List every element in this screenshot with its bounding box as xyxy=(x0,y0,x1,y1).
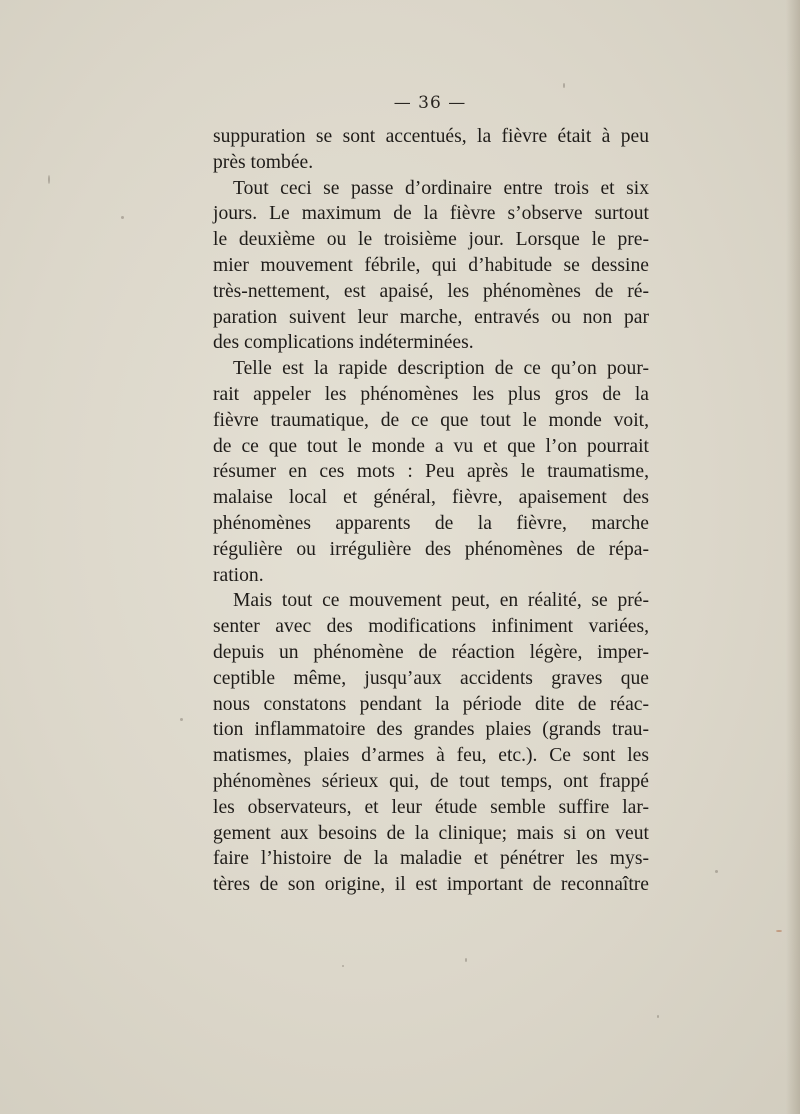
paper-speck xyxy=(715,870,718,873)
text-line: Tout ceci se passe d’ordinaire entre trois et six xyxy=(233,177,649,199)
text-line: fièvre traumatique, de ce que tout le monde voit, xyxy=(213,409,649,431)
text-line: malaise local et général, fièvre, apaisement des xyxy=(213,487,649,509)
page-spine-shadow xyxy=(786,0,800,1114)
text-line: ration. xyxy=(213,564,264,586)
text-line: matismes, plaies d’armes à feu, etc.). Ce sont les xyxy=(213,745,649,767)
paper-speck xyxy=(563,83,565,88)
paper-speck xyxy=(776,930,782,932)
text-line: jours. Le maximum de la fièvre s’observe surtout xyxy=(213,203,649,225)
text-line: nous constatons pendant la période dite de réac- xyxy=(213,693,649,715)
text-line: Mais tout ce mouvement peut, en réalité, se pré- xyxy=(233,590,649,612)
paper-speck xyxy=(180,718,183,721)
paper-speck xyxy=(657,1015,659,1018)
text-line: le deuxième ou le troisième jour. Lorsque le pre- xyxy=(213,229,649,251)
paper-speck xyxy=(48,175,50,184)
text-line: des complications indéterminées. xyxy=(213,332,474,354)
text-line: ceptible même, jusqu’aux accidents graves que xyxy=(213,667,649,689)
text-line: mier mouvement fébrile, qui d’habitude se dessine xyxy=(213,254,649,276)
text-line: tion inflammatoire des grandes plaies (grands trau- xyxy=(213,719,649,741)
paper-speck xyxy=(342,965,344,967)
text-line: rait appeler les phénomènes les plus gros de la xyxy=(213,383,649,405)
text-line: très-nettement, est apaisé, les phénomènes de ré- xyxy=(213,280,649,302)
paper-speck xyxy=(121,216,124,219)
text-line: suppuration se sont accentués, la fièvre était à peu xyxy=(213,126,649,147)
text-line: de ce que tout le monde a vu et que l’on pourrait xyxy=(213,435,649,457)
body-text xyxy=(213,124,649,898)
text-line: faire l’histoire de la maladie et pénétrer les mys- xyxy=(213,848,649,870)
paper-speck xyxy=(465,958,467,962)
text-line: les observateurs, et leur étude semble suffire lar- xyxy=(213,796,649,818)
text-line: près tombée. xyxy=(213,151,314,173)
text-line: résumer en ces mots : Peu après le traumatisme, xyxy=(213,461,649,483)
text-line: régulière ou irrégulière des phénomènes de répa- xyxy=(213,538,649,560)
text-line: tères de son origine, il est important de reconnaître xyxy=(213,874,649,896)
text-line: paration suivent leur marche, entravés ou non par xyxy=(213,306,649,328)
page-number: — 36 — xyxy=(393,93,467,113)
text-line: senter avec des modifications infiniment variées, xyxy=(213,616,649,638)
text-line: gement aux besoins de la clinique; mais si on veut xyxy=(213,822,649,844)
text-line: depuis un phénomène de réaction légère, imper- xyxy=(213,641,649,663)
text-line: Telle est la rapide description de ce qu’on pour- xyxy=(233,358,649,380)
text-line: phénomènes sérieux qui, de tout temps, ont frappé xyxy=(213,770,649,792)
text-line: phénomènes apparents de la fièvre, marche xyxy=(213,512,649,534)
